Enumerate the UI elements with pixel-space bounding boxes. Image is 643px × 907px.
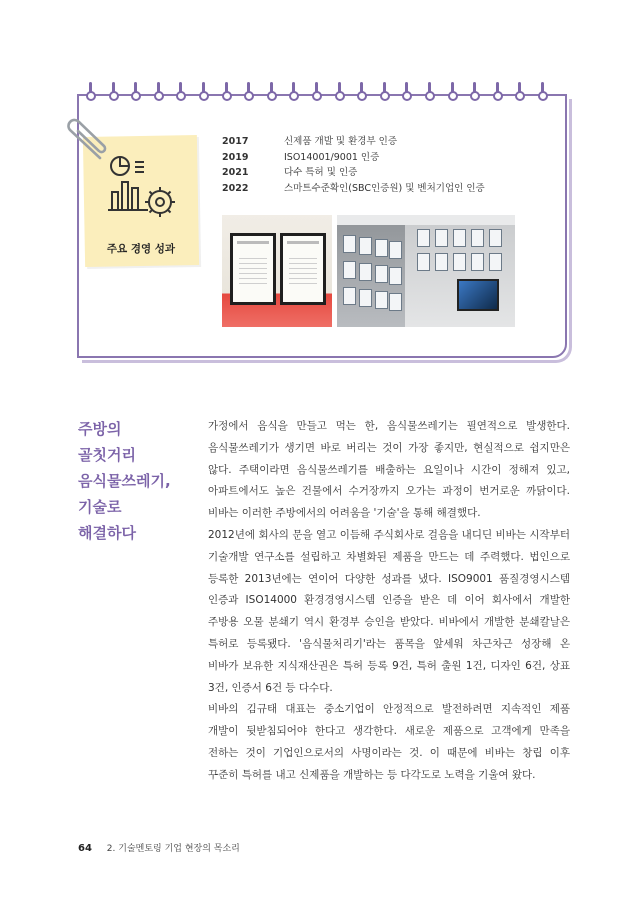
notebook-rings: [86, 82, 556, 108]
ring: [470, 82, 480, 102]
body-line: 않다. 주택이라면 음식물쓰레기를 배출하는 요일이나 시간이 정해져 있고,: [208, 463, 570, 476]
mini-certificate: [375, 239, 388, 257]
ring: [267, 82, 277, 102]
ring: [154, 82, 164, 102]
certificate-photo: [222, 215, 332, 327]
body-line: 등록한 2013년에는 연이어 다양한 성과를 냈다. ISO9001 품질경영시스템: [208, 572, 570, 585]
history-list: [222, 133, 552, 195]
display-screen: [457, 279, 499, 311]
ring: [86, 82, 96, 102]
history-text: ISO14001/9001 인증: [284, 151, 380, 163]
mini-certificate: [343, 261, 356, 279]
history-row: [222, 149, 552, 165]
ring: [244, 82, 254, 102]
article-body: [208, 416, 570, 787]
history-text: 다수 특허 및 인증: [284, 167, 358, 178]
history-row: [222, 133, 552, 149]
body-line: 음식물쓰레기가 생기면 바로 버리는 것이 가장 좋지만, 현실적으로 쉽지만은: [208, 441, 570, 454]
ring: [357, 82, 367, 102]
mini-certificate: [359, 289, 372, 307]
history-row: [222, 164, 552, 180]
section-label: 2. 기술멘토링 기업 현장의 목소리: [106, 844, 240, 854]
ring: [199, 82, 209, 102]
body-line: 전하는 것이 기업인으로서의 사명이라는 것. 이 때문에 비바는 창립 이후: [208, 746, 570, 759]
heading-line: 기술로: [78, 498, 122, 516]
sticky-label: 주요 경영 성과: [106, 243, 176, 255]
ring: [538, 82, 548, 102]
ring: [222, 82, 232, 102]
body-line: 꾸준히 특허를 내고 신제품을 개발하는 등 다각도로 노력을 기울여 왔다.: [208, 768, 536, 781]
body-line: 비바가 보유한 지식재산권은 특허 등록 9건, 특허 출원 1건, 디자인 6건, 상표: [208, 659, 570, 672]
mini-certificate: [435, 229, 448, 247]
body-line: 아파트에서도 높은 건물에서 수거장까지 오가는 과정이 번거로운 까닭이다.: [208, 485, 570, 498]
mini-certificate: [389, 267, 402, 285]
body-line: 비바는 이러한 주방에서의 어려움을 '기술'을 통해 해결했다.: [208, 507, 481, 520]
ring: [493, 82, 503, 102]
mini-certificate: [375, 291, 388, 309]
mini-certificate: [453, 253, 466, 271]
history-text: 신제품 개발 및 환경부 인증: [284, 136, 398, 147]
body-line: 기술개발 연구소를 설립하고 차별화된 제품을 만드는 데 주력했다. 법인으로: [208, 550, 570, 563]
ring: [425, 82, 435, 102]
ring: [380, 82, 390, 102]
mini-certificate: [489, 229, 502, 247]
ring: [109, 82, 119, 102]
chart-gear-icon: [104, 152, 178, 224]
chart-icon: [108, 157, 148, 210]
paperclip-icon: [60, 118, 110, 164]
history-year: 2017: [222, 136, 249, 147]
heading-line: 해결하다: [78, 524, 136, 542]
ring: [176, 82, 186, 102]
mini-certificate: [343, 235, 356, 253]
mini-certificate: [471, 229, 484, 247]
body-line: 비바의 김규태 대표는 중소기업이 안정적으로 발전하려면 지속적인 제품: [208, 703, 570, 716]
history-year: 2021: [222, 167, 249, 178]
mini-certificate: [375, 265, 388, 283]
history-year: 2022: [222, 182, 249, 194]
ring: [448, 82, 458, 102]
history-year: 2019: [222, 151, 249, 163]
ring: [289, 82, 299, 102]
certificate-frame: [280, 233, 326, 305]
ring: [131, 82, 141, 102]
ring: [402, 82, 412, 102]
body-line: 가정에서 음식을 만들고 먹는 한, 음식물쓰레기는 필연적으로 발생한다.: [208, 420, 570, 432]
mini-certificate: [417, 229, 430, 247]
heading-line: 음식물쓰레기,: [78, 472, 171, 490]
body-line: 주방용 오물 분쇄기 역시 환경부 승인을 받았다. 비바에서 개발한 분쇄칼날은: [208, 616, 570, 629]
heading-line: 주방의: [78, 420, 122, 438]
certificate-frame: [230, 233, 276, 305]
body-line: 2012년에 회사의 문을 열고 이듬해 주식회사로 걸음을 내디딘 비바는 시작부터: [208, 528, 570, 541]
body-line: 개발이 뒷받침되어야 한다고 생각한다. 새로운 제품으로 고객에게 만족을: [208, 725, 570, 738]
mini-certificate: [389, 293, 402, 311]
heading-line: 골칫거리: [78, 446, 136, 464]
mini-certificate: [343, 287, 356, 305]
body-line: 인증과 ISO14000 환경경영시스템 인증을 받은 데 이어 회사에서 개발한: [208, 594, 570, 607]
page-footer: [78, 841, 240, 854]
history-row: [222, 180, 552, 196]
section-heading: [78, 416, 198, 546]
gear-icon: [145, 187, 175, 217]
body-line: 3건, 인증서 6건 등 다수다.: [208, 681, 333, 694]
history-text: 스마트수준확인(SBC인증원) 및 벤처기업인 인증: [284, 182, 485, 194]
mini-certificate: [471, 253, 484, 271]
ring: [515, 82, 525, 102]
mini-certificate: [435, 253, 448, 271]
mini-certificate: [359, 237, 372, 255]
ring: [335, 82, 345, 102]
body-line: 특허로 등록됐다. '음식물처리기'라는 품목을 앞세워 차근차근 성장해 온: [208, 637, 570, 650]
mini-certificate: [389, 241, 402, 259]
mini-certificate: [453, 229, 466, 247]
certificate-wall-photo: [337, 215, 515, 327]
mini-certificate: [417, 253, 430, 271]
mini-certificate: [489, 253, 502, 271]
page-number: 64: [78, 843, 92, 854]
mini-certificate: [359, 263, 372, 281]
ring: [312, 82, 322, 102]
